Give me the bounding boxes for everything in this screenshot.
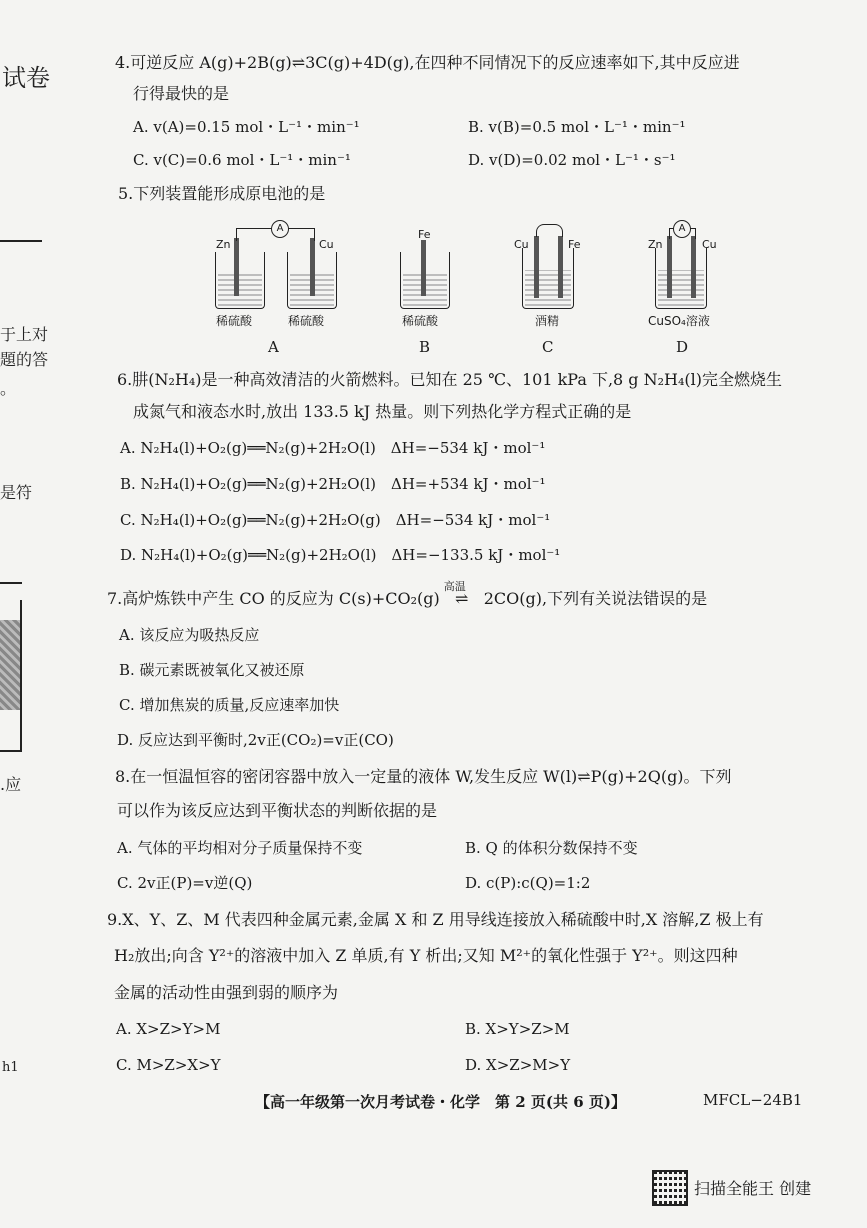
solution-a1: 稀硫酸 — [216, 314, 253, 328]
label-fe-c: Fe — [568, 238, 581, 251]
margin-box-top — [0, 582, 22, 584]
margin-fragment-4: 是符 — [0, 483, 33, 502]
beaker-a1 — [215, 252, 265, 309]
electrode-zn-d — [667, 236, 672, 298]
q4-option-a: A. v(A)=0.15 mol・L⁻¹・min⁻¹ — [133, 118, 360, 136]
q8-option-d: D. c(P):c(Q)=1:2 — [465, 874, 591, 892]
q9-stem-cont2: 金属的活动性由强到弱的顺序为 — [114, 983, 339, 1002]
ammeter-d: A — [673, 220, 691, 238]
label-cu-a: Cu — [319, 238, 334, 251]
solution-d: CuSO₄溶液 — [648, 314, 710, 328]
margin-fragment-6: h1 — [2, 1060, 19, 1075]
wire-c — [536, 224, 563, 237]
q9-option-b: B. X>Y>Z>M — [465, 1020, 570, 1038]
beaker-d — [655, 248, 707, 309]
q5-stem: 5.下列装置能形成原电池的是 — [118, 184, 326, 203]
q6-option-c: C. N₂H₄(l)+O₂(g)══N₂(g)+2H₂O(g) ΔH=−534 kJ・mol⁻¹ — [120, 511, 551, 529]
ammeter-a: A — [271, 220, 289, 238]
paper-code: MFCL−24B1 — [703, 1091, 803, 1109]
margin-divider — [0, 240, 42, 242]
caption-a: A — [268, 338, 279, 356]
margin-fragment-5: .应 — [0, 775, 22, 794]
solution-b: 稀硫酸 — [402, 314, 439, 328]
electrode-fe-c — [558, 236, 563, 298]
q9-stem: 9.X、Y、Z、M 代表四种金属元素,金属 X 和 Z 用导线连接放入稀硫酸中时,X 溶解,Z 极上有 — [107, 910, 764, 929]
q7-condition: 高温 — [443, 580, 466, 593]
q6-stem-cont: 成氮气和液态水时,放出 133.5 kJ 热量。则下列热化学方程式正确的是 — [133, 402, 632, 421]
q8-stem-cont: 可以作为该反应达到平衡状态的判断依据的是 — [117, 801, 438, 820]
label-zn-a: Zn — [216, 238, 231, 251]
label-cu-d: Cu — [702, 238, 717, 251]
label-zn-d: Zn — [648, 238, 663, 251]
q7-stem — [107, 580, 708, 610]
q8-option-c: C. 2v正(P)=v逆(Q) — [117, 874, 253, 892]
q9-option-d: D. X>Z>M>Y — [465, 1056, 571, 1074]
q7-stem-part1: 7.高炉炼铁中产生 CO 的反应为 C(s)+CO₂(g) — [107, 589, 440, 608]
margin-fragment-1: 于上对 — [0, 325, 49, 344]
solution-a2: 稀硫酸 — [288, 314, 325, 328]
q4-option-d: D. v(D)=0.02 mol・L⁻¹・s⁻¹ — [468, 151, 676, 169]
q6-option-a: A. N₂H₄(l)+O₂(g)══N₂(g)+2H₂O(l) ΔH=−534 kJ・mol⁻¹ — [120, 439, 546, 457]
caption-b: B — [419, 338, 431, 356]
beaker-c — [522, 248, 574, 309]
margin-fragment-2: 題的答 — [0, 350, 49, 369]
caption-c: C — [542, 338, 554, 356]
q8-stem: 8.在一恒温恒容的密闭容器中放入一定量的液体 W,发生反应 W(l)⇌P(g)+2Q(g)。下列 — [115, 767, 732, 786]
q6-stem: 6.肼(N₂H₄)是一种高效清洁的火箭燃料。已知在 25 ℃、101 kPa 下,8 g N₂H₄(l)完全燃烧生 — [117, 370, 783, 389]
margin-shaded-stamp — [0, 620, 22, 710]
electrode-cu — [310, 238, 315, 296]
q9-stem-cont: H₂放出;向含 Y²⁺的溶液中加入 Z 单质,有 Y 析出;又知 M²⁺的氧化性强于 Y²⁺。则这四种 — [114, 946, 738, 965]
scanner-watermark: 扫描全能王 创建 — [694, 1179, 812, 1198]
q7-option-b: B. 碳元素既被氧化又被还原 — [119, 661, 305, 679]
margin-title-fragment: 试卷 — [2, 64, 50, 92]
solution-c: 酒精 — [535, 314, 560, 328]
electrode-zn — [234, 238, 239, 296]
label-cu-c: Cu — [514, 238, 529, 251]
q7-stem-part2: 2CO(g),下列有关说法错误的是 — [483, 589, 708, 608]
q4-stem-cont: 行得最快的是 — [133, 84, 230, 103]
q7-option-a: A. 该反应为吸热反应 — [119, 626, 260, 644]
q8-option-b: B. Q 的体积分数保持不变 — [465, 839, 638, 857]
qr-code-icon — [652, 1170, 688, 1206]
margin-fragment-3: 。 — [0, 379, 17, 398]
q7-reaction-arrow: 高温 ⇌ — [440, 588, 484, 610]
electrode-cu-c — [534, 236, 539, 298]
caption-d: D — [676, 338, 689, 356]
label-fe-b: Fe — [418, 228, 431, 241]
q6-option-d: D. N₂H₄(l)+O₂(g)══N₂(g)+2H₂O(l) ΔH=−133.5 kJ・mol⁻¹ — [120, 546, 561, 564]
margin-box-bottom — [0, 750, 22, 752]
q9-option-c: C. M>Z>X>Y — [116, 1056, 221, 1074]
electrode-fe-b — [421, 240, 426, 296]
q4-stem: 4.可逆反应 A(g)+2B(g)⇌3C(g)+4D(g),在四种不同情况下的反应速率如下,其中反应进 — [115, 53, 740, 72]
q7-option-c: C. 增加焦炭的质量,反应速率加快 — [119, 696, 340, 714]
q8-option-a: A. 气体的平均相对分子质量保持不变 — [117, 839, 363, 857]
q4-option-b: B. v(B)=0.5 mol・L⁻¹・min⁻¹ — [468, 118, 686, 136]
page-footer: 【高一年级第一次月考试卷・化学 第 2 页(共 6 页)】 — [255, 1093, 626, 1111]
q4-option-c: C. v(C)=0.6 mol・L⁻¹・min⁻¹ — [133, 151, 351, 169]
margin-box-side — [20, 600, 22, 750]
electrode-cu-d — [691, 236, 696, 298]
q9-option-a: A. X>Z>Y>M — [116, 1020, 221, 1038]
q7-option-d: D. 反应达到平衡时,2v正(CO₂)=v正(CO) — [117, 731, 394, 749]
q6-option-b: B. N₂H₄(l)+O₂(g)══N₂(g)+2H₂O(l) ΔH=+534 kJ・mol⁻¹ — [120, 475, 546, 493]
